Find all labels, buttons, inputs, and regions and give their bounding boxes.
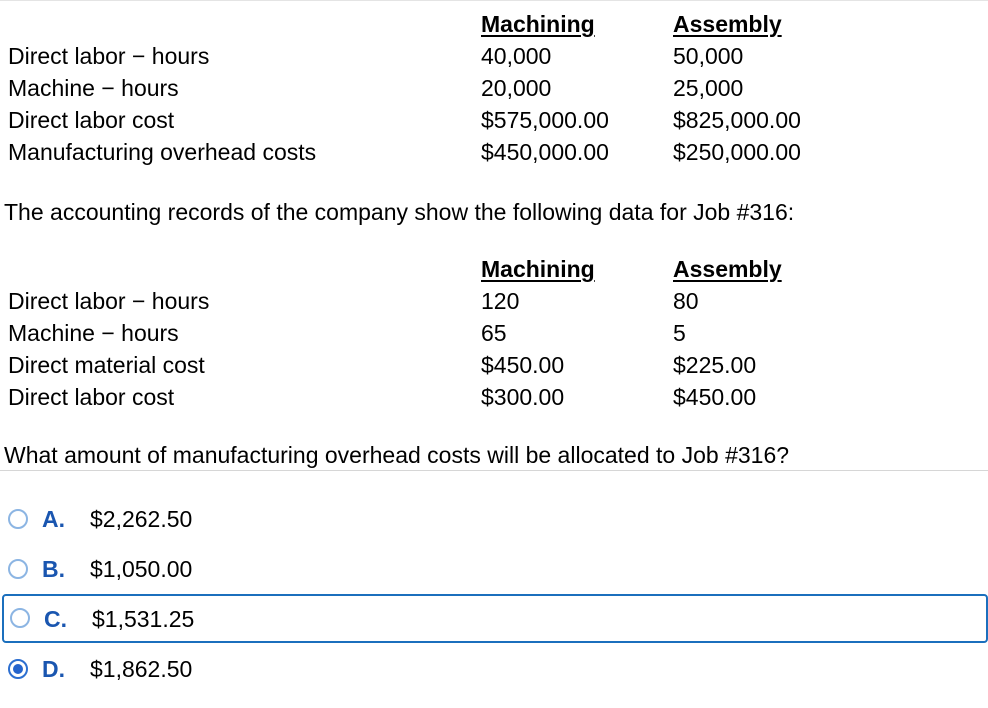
radio-button-selected[interactable] [8,659,28,679]
option-value: $1,050.00 [90,556,193,582]
table1-cell-assembly: $250,000.00 [673,139,801,165]
table2-cell-assembly: 80 [673,288,699,314]
answer-option-c[interactable] [2,594,988,643]
table2-cell-machining: $450.00 [481,352,565,378]
table2-row-label: Direct labor − hours [8,288,210,314]
option-letter: C. [44,606,67,632]
table2-cell-machining: 65 [481,320,507,346]
answer-option-d[interactable] [0,647,988,691]
answer-option-a[interactable] [0,497,988,541]
table2-row-label: Direct labor cost [8,384,175,410]
radio-button[interactable] [8,509,28,529]
table2-cell-assembly: $450.00 [673,384,757,410]
table2-header-machining: Machining [481,256,595,282]
table2-cell-machining: $300.00 [481,384,565,410]
table1-row-label: Manufacturing overhead costs [8,139,317,165]
question-divider [0,470,988,471]
answer-option-b[interactable] [0,547,988,591]
option-letter: D. [42,656,65,682]
table2-cell-assembly: 5 [673,320,686,346]
table1-cell-assembly: 50,000 [673,43,744,69]
question-text: What amount of manufacturing overhead costs will be allocated to Job #316? [4,442,790,468]
table2-row-label: Direct material cost [8,352,205,378]
intro-text: The accounting records of the company show the following data for Job #316: [4,199,795,225]
table1-cell-assembly: 25,000 [673,75,744,101]
table2-cell-assembly: $225.00 [673,352,757,378]
table1-header-machining: Machining [481,11,595,37]
table1-row-label: Direct labor − hours [8,43,210,69]
option-letter: A. [42,506,65,532]
table2-cell-machining: 120 [481,288,520,314]
table1-row-label: Machine − hours [8,75,179,101]
table1-cell-machining: $450,000.00 [481,139,609,165]
radio-button[interactable] [10,608,30,628]
table2-header-assembly: Assembly [673,256,782,282]
radio-button[interactable] [8,559,28,579]
table2-row-label: Machine − hours [8,320,179,346]
table1-cell-machining: 40,000 [481,43,552,69]
table1-row-label: Direct labor cost [8,107,175,133]
table1-cell-machining: $575,000.00 [481,107,609,133]
radio-dot-icon [13,664,23,674]
option-value: $1,862.50 [90,656,193,682]
top-divider [0,0,988,1]
option-letter: B. [42,556,65,582]
table1-cell-assembly: $825,000.00 [673,107,801,133]
option-value: $1,531.25 [92,606,195,632]
option-value: $2,262.50 [90,506,193,532]
table1-header-assembly: Assembly [673,11,782,37]
table1-cell-machining: 20,000 [481,75,552,101]
